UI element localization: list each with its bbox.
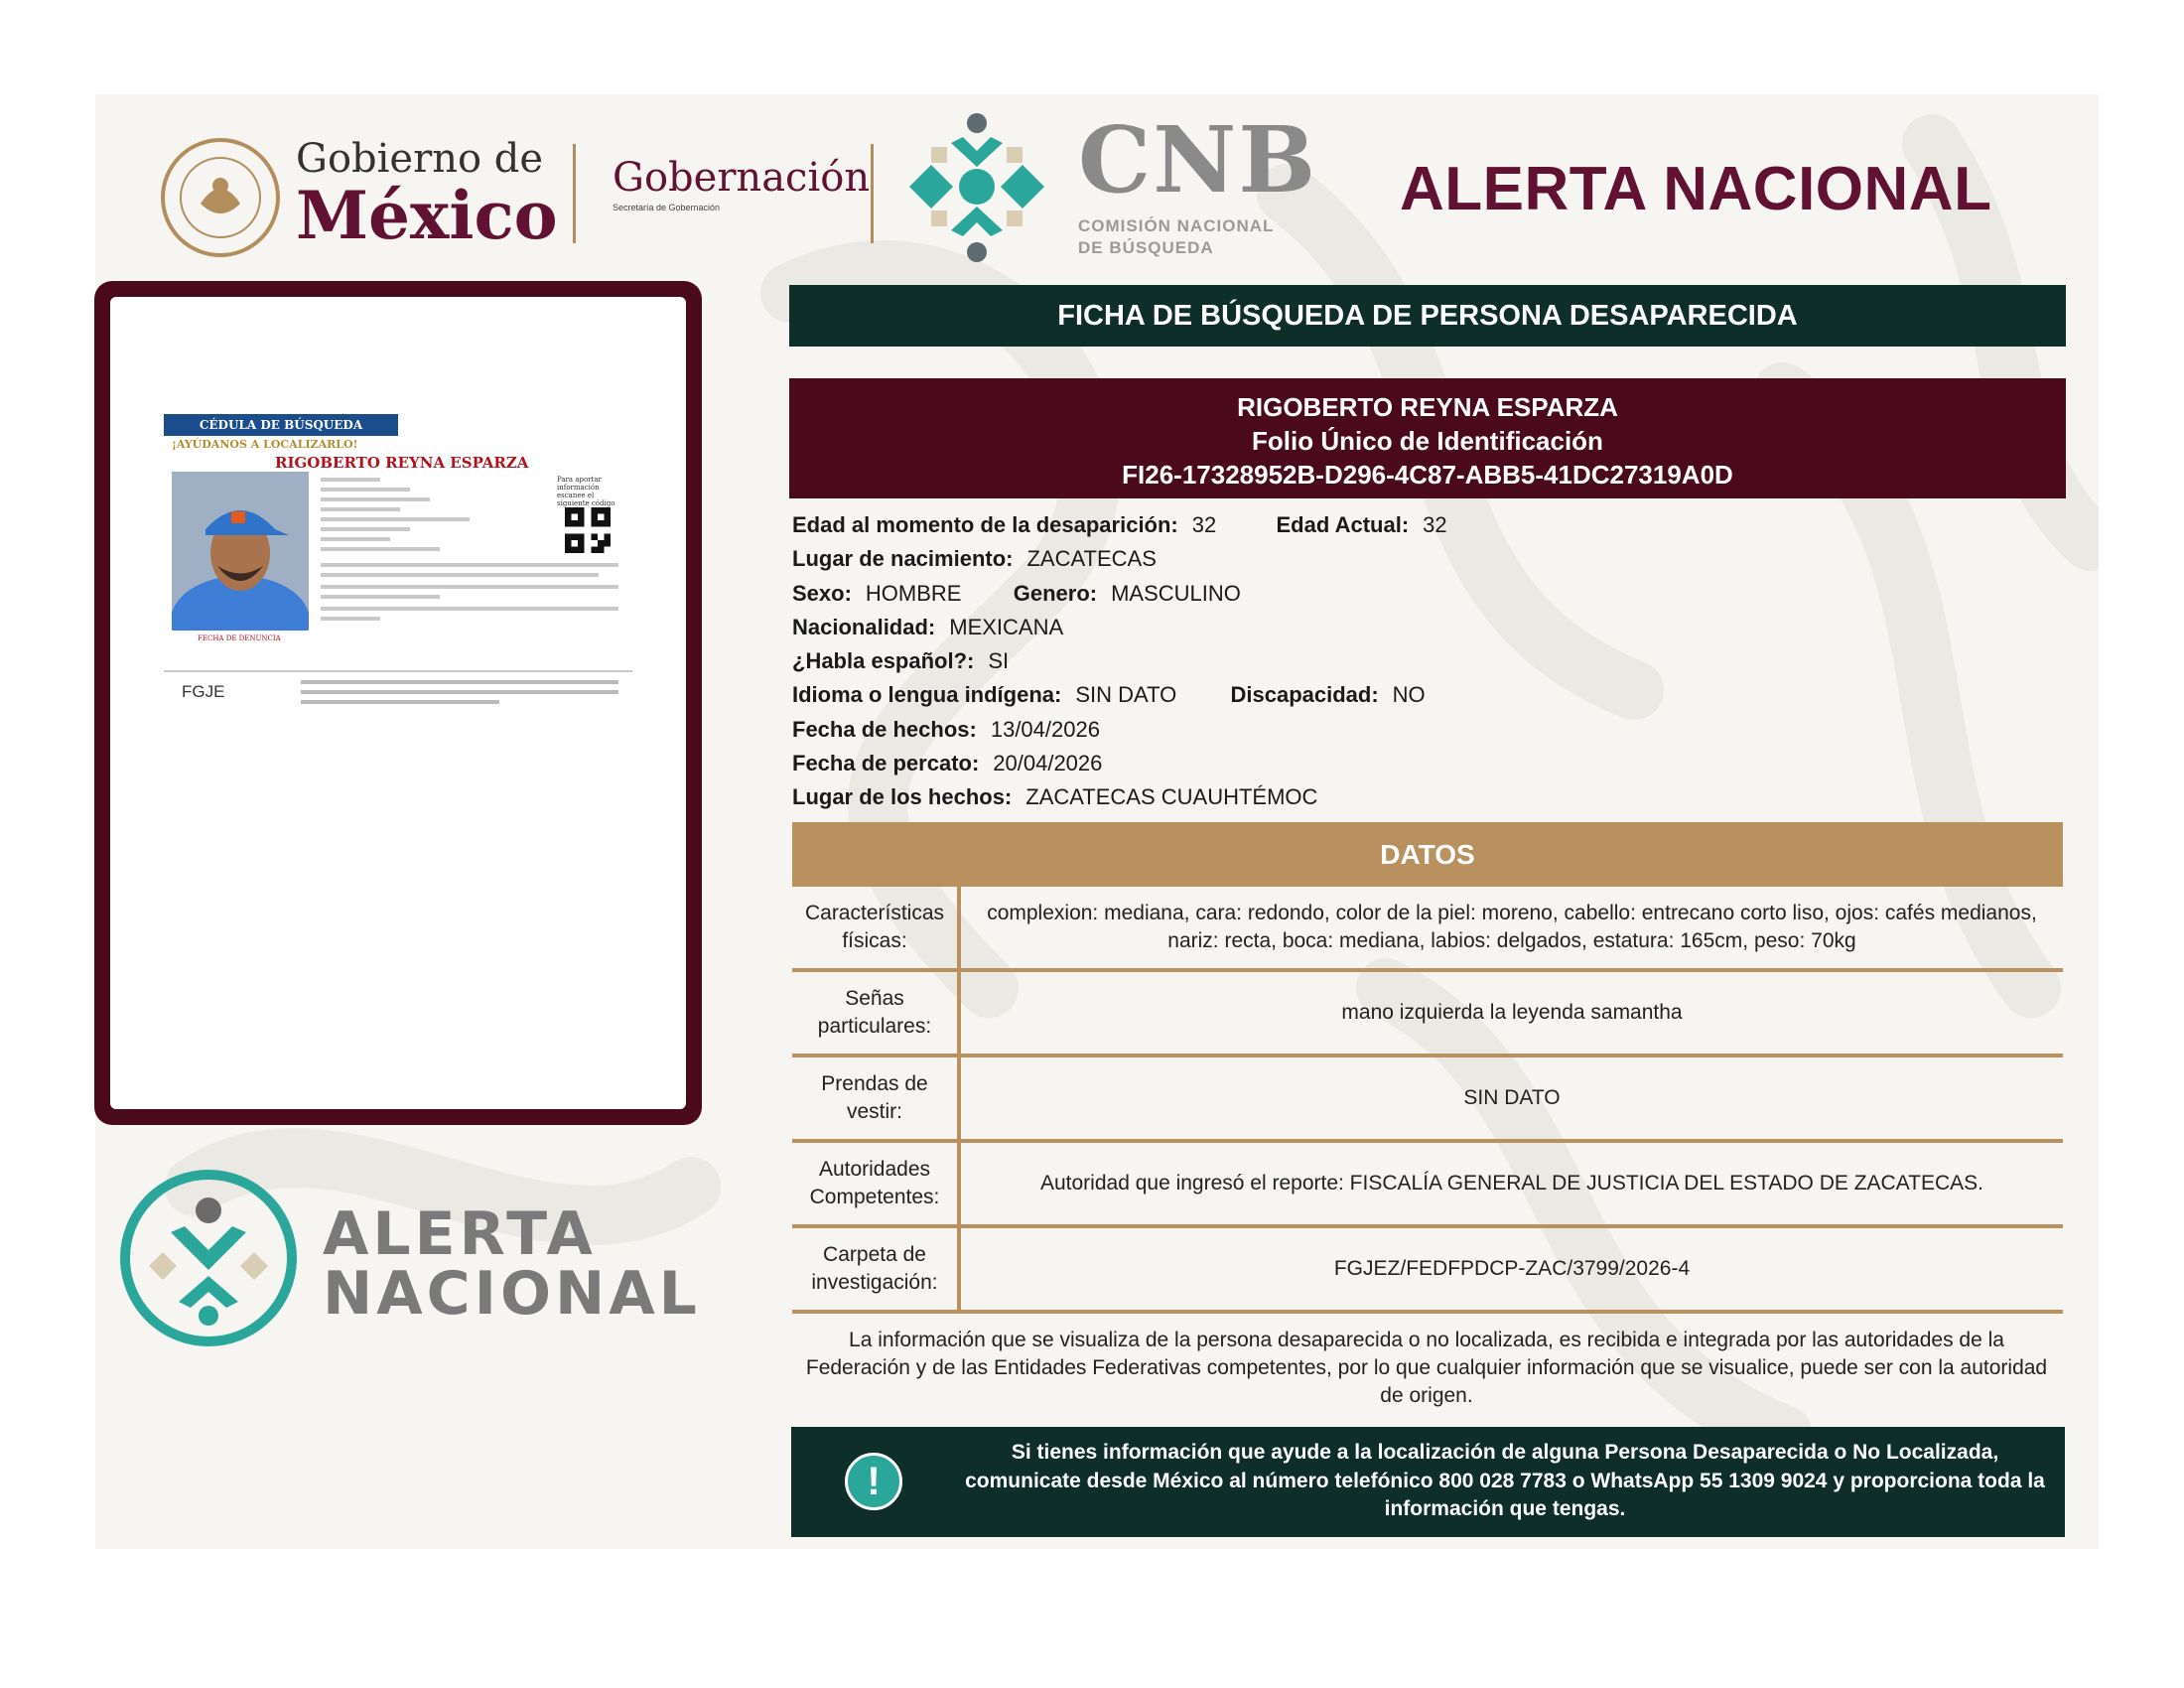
detail-line xyxy=(321,585,618,589)
gov-line1: Gobierno de xyxy=(296,136,544,182)
datos-header: DATOS xyxy=(792,822,2063,887)
discapacidad-value: NO xyxy=(1392,682,1426,708)
person-name: RIGOBERTO REYNA ESPARZA xyxy=(1237,392,1618,422)
detail-line xyxy=(321,547,440,551)
person-photo xyxy=(172,472,309,631)
edad-desap-value: 32 xyxy=(1191,512,1217,537)
folio-value: FI26-17328952B-D296-4C87-ABB5-41DC27319A0D xyxy=(1122,460,1733,490)
qr-note: Para aportar información escanee el siguiente código xyxy=(557,476,615,507)
cnb-emblem-icon xyxy=(901,107,1052,266)
national-seal-icon xyxy=(157,134,284,261)
lugar-hechos-value: ZACATECAS CUAUHTÉMOC xyxy=(1025,784,1318,810)
gobernacion-name: Gobernación xyxy=(613,155,871,201)
poster-image xyxy=(110,297,686,1109)
alerta-nacional-title: ALERTA NACIONAL xyxy=(1400,155,1992,223)
gobierno-de-mexico-logo xyxy=(296,136,558,254)
table-row xyxy=(792,1228,2063,1314)
edad-desap-label: Edad al momento de la desaparición: xyxy=(792,512,1178,537)
info-row-edad xyxy=(792,508,2063,542)
info-row-sexo xyxy=(792,577,2063,611)
alerta-nacional-logo-text xyxy=(323,1199,701,1329)
detail-line xyxy=(321,497,430,501)
detail-line xyxy=(301,680,618,684)
row-label: Carpeta de investigación: xyxy=(792,1228,961,1310)
cnb-acronym: CNB xyxy=(1078,106,1318,213)
row-value: mano izquierda la leyenda samantha xyxy=(1341,1001,1683,1024)
row-value: FGJEZ/FEDFPDCP-ZAC/3799/2026-4 xyxy=(1333,1257,1691,1280)
detail-line xyxy=(321,595,440,599)
nacionalidad-label: Nacionalidad: xyxy=(792,614,936,639)
info-row-fecha-percato xyxy=(792,747,2063,780)
row-label: Autoridades Competentes: xyxy=(792,1143,961,1224)
fecha-denuncia: FECHA DE DENUNCIA xyxy=(198,634,281,642)
row-label: Señas particulares: xyxy=(792,972,961,1054)
header-divider xyxy=(871,144,874,243)
sexo-value: HOMBRE xyxy=(865,580,962,606)
person-info xyxy=(792,508,2063,815)
ficha-title: FICHA DE BÚSQUEDA DE PERSONA DESAPARECIDA xyxy=(789,285,2066,347)
row-label: Prendas de vestir: xyxy=(792,1057,961,1139)
row-value: SIN DATO xyxy=(1463,1086,1561,1109)
idioma-value: SIN DATO xyxy=(1075,682,1177,708)
fecha-hechos-label: Fecha de hechos: xyxy=(792,716,977,742)
detail-line xyxy=(321,607,618,611)
espanol-label: ¿Habla español?: xyxy=(792,648,975,674)
fgje-logo: FGJE xyxy=(182,682,225,701)
cnb-sub1: COMISIÓN NACIONAL xyxy=(1078,216,1275,235)
nacimiento-label: Lugar de nacimiento: xyxy=(792,546,1014,572)
detail-line xyxy=(321,478,380,482)
table-row xyxy=(792,1057,2063,1143)
edad-actual-value: 32 xyxy=(1423,512,1447,537)
cedula-tag: CÉDULA DE BÚSQUEDA xyxy=(164,414,398,436)
detail-line xyxy=(321,563,618,567)
contact-text: Si tienes información que ayude a la localización de alguna Persona Desaparecida o No Localizada, comunicate desde México al número telefónico 800 028 7783 o WhatsApp 55 1309 9024 y proporciona toda la información que tengas. xyxy=(965,1441,2045,1520)
sexo-label: Sexo: xyxy=(792,580,852,606)
datos-table xyxy=(792,887,2063,1314)
row-label: Características físicas: xyxy=(792,887,961,968)
poster-frame xyxy=(94,281,702,1125)
lugar-hechos-label: Lugar de los hechos: xyxy=(792,784,1013,810)
detail-line xyxy=(321,517,470,521)
nacionalidad-value: MEXICANA xyxy=(949,614,1064,639)
gov-line2: México xyxy=(296,177,558,254)
row-value: Autoridad que ingresó el reporte: FISCALÍA GENERAL DE JUSTICIA DEL ESTADO DE ZACATECAS. xyxy=(1039,1172,1983,1195)
detail-line xyxy=(321,507,400,511)
header-divider xyxy=(573,144,576,243)
person-header xyxy=(789,378,2066,498)
edad-actual-label: Edad Actual: xyxy=(1276,512,1410,537)
detail-line xyxy=(321,488,410,492)
idioma-label: Idioma o lengua indígena: xyxy=(792,682,1062,708)
detail-line xyxy=(321,537,390,541)
cnb-logo-text xyxy=(1078,106,1318,259)
cedula-divider xyxy=(164,670,632,672)
nacimiento-value: ZACATECAS xyxy=(1026,546,1157,572)
row-value: complexion: mediana, cara: redondo, color de la piel: moreno, cabello: entrecano corto liso, ojos: cafés medianos, nariz: recta, boca: mediana, labios: delgados, estatura: 165cm, peso: 70kg xyxy=(987,902,2037,952)
espanol-value: SI xyxy=(988,648,1010,674)
detail-line xyxy=(321,527,410,531)
gobernacion-sub: Secretaría de Gobernación xyxy=(613,203,721,212)
fecha-percato-value: 20/04/2026 xyxy=(993,751,1103,776)
cedula-de-busqueda xyxy=(164,414,632,712)
detail-line xyxy=(301,690,618,694)
folio-label: Folio Único de Identificación xyxy=(1252,426,1603,456)
discapacidad-label: Discapacidad: xyxy=(1230,682,1379,708)
genero-label: Genero: xyxy=(1013,580,1098,606)
logo-line2: NACIONAL xyxy=(323,1259,701,1329)
info-row-fecha-hechos xyxy=(792,713,2063,747)
info-row-espanol xyxy=(792,644,2063,678)
table-row xyxy=(792,972,2063,1057)
detail-line xyxy=(301,700,499,704)
table-row xyxy=(792,1143,2063,1228)
info-row-idioma xyxy=(792,678,2063,712)
disclaimer: La información que se visualiza de la persona desaparecida o no localizada, es recibida e integrada por las autoridades de la Federación y de las Entidades Federativas competentes, por lo que cualquier información que se visualice, puede ser con la autoridad de origen. xyxy=(805,1329,2048,1407)
fecha-percato-label: Fecha de percato: xyxy=(792,751,980,776)
cnb-sub2: DE BÚSQUEDA xyxy=(1078,238,1214,257)
info-row-nacimiento xyxy=(792,542,2063,576)
genero-value: MASCULINO xyxy=(1111,580,1241,606)
gobernacion-logo xyxy=(613,155,870,212)
alert-icon: ! xyxy=(845,1453,902,1510)
logo-line1: ALERTA xyxy=(323,1199,597,1269)
fecha-hechos-value: 13/04/2026 xyxy=(990,716,1100,742)
detail-line xyxy=(321,617,380,621)
cedula-help: ¡AYÚDANOS A LOCALIZARLO! xyxy=(172,438,358,451)
info-row-lugar-hechos xyxy=(792,780,2063,814)
info-row-nacionalidad xyxy=(792,611,2063,644)
alerta-nacional-emblem-icon xyxy=(117,1167,300,1349)
table-row xyxy=(792,887,2063,972)
detail-line xyxy=(321,573,599,577)
qr-code-icon xyxy=(565,507,611,553)
contact-banner xyxy=(791,1427,2065,1537)
cedula-name: RIGOBERTO REYNA ESPARZA xyxy=(275,454,529,472)
